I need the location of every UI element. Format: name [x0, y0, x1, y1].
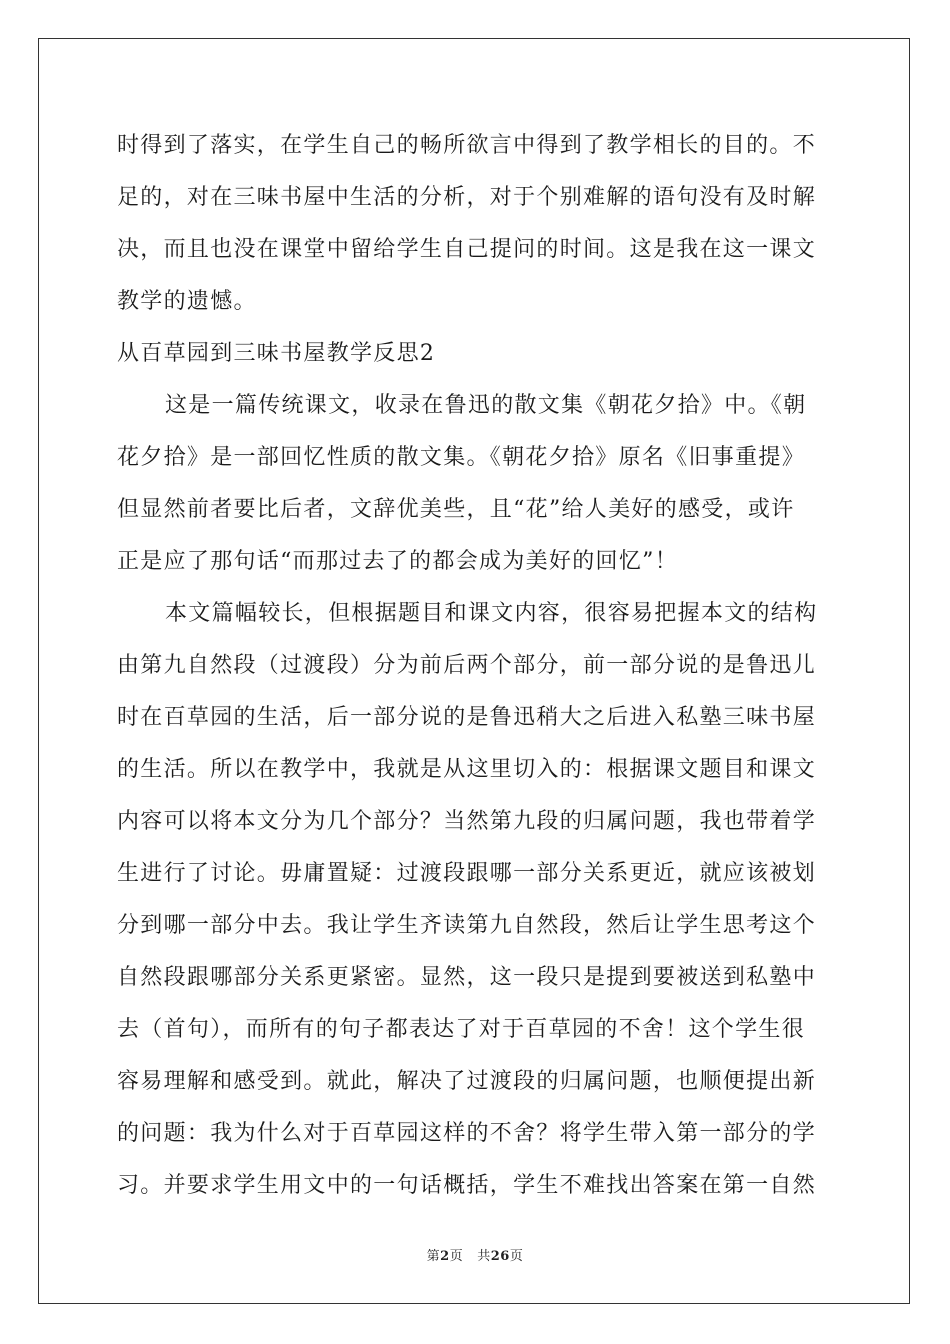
- text-line: 去（首句），而所有的句子都表达了对于百草园的不舍！这个学生很: [117, 1017, 806, 1042]
- total-suffix: 页: [509, 1249, 524, 1264]
- text-line: 自然段跟哪部分关系更紧密。显然，这一段只是提到要被送到私塾中: [117, 965, 817, 990]
- text-line: 正是应了那句话“而那过去了的都会成为美好的回忆”！: [117, 549, 678, 574]
- text-line: 花夕拾》是一部回忆性质的散文集。《朝花夕拾》原名《旧事重提》: [117, 445, 806, 470]
- text-line: 但显然前者要比后者，文辞优美些，且“花”给人美好的感受，或许: [117, 497, 795, 522]
- page-number: 2: [440, 1249, 450, 1264]
- text-line: 这是一篇传统课文，收录在鲁迅的散文集《朝花夕拾》中。《朝: [165, 393, 807, 418]
- page-footer: [0, 1245, 950, 1264]
- text-line: 足的，对在三味书屋中生活的分析，对于个别难解的语句没有及时解: [117, 185, 817, 210]
- total-prefix: 共: [477, 1249, 491, 1264]
- text-line: 的生活。所以在教学中，我就是从这里切入的：根据课文题目和课文: [117, 757, 817, 782]
- text-line: 习。并要求学生用文中的一句话概括，学生不难找出答案在第一自然: [117, 1173, 817, 1198]
- text-line: 时得到了落实，在学生自己的畅所欲言中得到了教学相长的目的。不: [117, 133, 817, 158]
- text-line: 时在百草园的生活，后一部分说的是鲁迅稍大之后进入私塾三味书屋: [117, 705, 817, 730]
- page-prefix: 第: [426, 1249, 441, 1264]
- text-line: 本文篇幅较长，但根据题目和课文内容，很容易把握本文的结构: [165, 601, 818, 626]
- page-suffix: 页: [449, 1249, 464, 1264]
- document-body: [117, 128, 833, 1220]
- total-pages: 26: [490, 1249, 510, 1264]
- text-line: 分到哪一部分中去。我让学生齐读第九自然段，然后让学生思考这个: [117, 913, 817, 938]
- text-line: 由第九自然段（过渡段）分为前后两个部分，前一部分说的是鲁迅儿: [117, 653, 817, 678]
- text-line: 决，而且也没在课堂中留给学生自己提问的时间。这是我在这一课文: [117, 237, 817, 262]
- text-line: 内容可以将本文分为几个部分？当然第九段的归属问题，我也带着学: [117, 809, 817, 834]
- text-line: 生进行了讨论。毋庸置疑：过渡段跟哪一部分关系更近，就应该被划: [117, 861, 817, 886]
- text-line: 容易理解和感受到。就此，解决了过渡段的归属问题，也顺便提出新: [117, 1069, 817, 1094]
- section-heading: 从百草园到三味书屋教学反思2: [117, 341, 436, 366]
- text-line: 教学的遗憾。: [117, 289, 257, 314]
- text-line: 的问题：我为什么对于百草园这样的不舍？将学生带入第一部分的学: [117, 1121, 817, 1146]
